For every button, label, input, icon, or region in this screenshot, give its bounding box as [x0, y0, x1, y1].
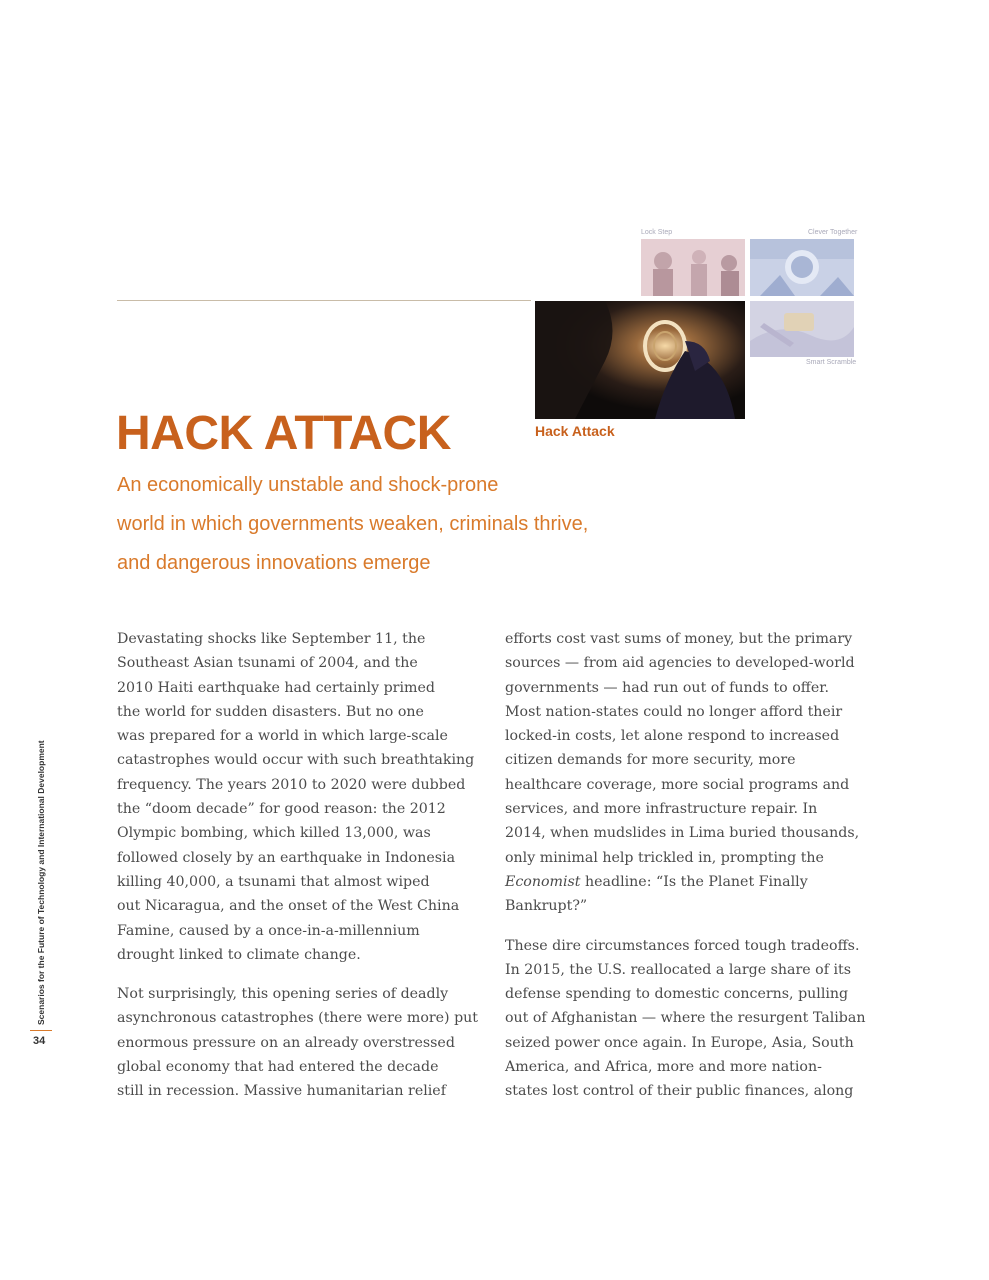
- body-line: Devastating shocks like September 11, the: [117, 631, 426, 647]
- body-line: the world for sudden disasters. But no one: [117, 703, 424, 720]
- body-line: defense spending to domestic concerns, pulling: [505, 986, 849, 1003]
- publication-name: Economist: [505, 873, 581, 890]
- body-line: Famine, caused by a once-in-a-millennium: [117, 922, 420, 939]
- body-line: states lost control of their public finances, along: [505, 1083, 854, 1100]
- body-line: followed closely by an earthquake in Indonesia: [117, 849, 456, 866]
- body-paragraph: [505, 934, 866, 1104]
- body-line: sources — from aid agencies to developed-world: [505, 655, 855, 672]
- body-line: 2010 Haiti earthquake had certainly primed: [117, 679, 435, 696]
- body-paragraph: [117, 627, 475, 967]
- hack-attack-photo: [535, 301, 745, 419]
- body-line: frequency. The years 2010 to 2020 were dubbed: [117, 776, 466, 793]
- body-paragraph: [117, 982, 479, 1103]
- headline-text: headline: “Is the Planet Finally: [580, 873, 808, 890]
- body-line: enormous pressure on an already overstressed: [117, 1034, 455, 1051]
- clever-together-thumbnail: [750, 239, 854, 296]
- body-line: In 2015, the U.S. reallocated a large share of its: [505, 961, 851, 978]
- body-line: was prepared for a world in which large-scale: [117, 728, 448, 745]
- body-line: the “doom decade” for good reason: the 2012: [117, 801, 446, 818]
- body-line: efforts cost vast sums of money, but the primary: [505, 631, 853, 647]
- body-line: 2014, when mudslides in Lima buried thousands,: [505, 825, 860, 842]
- header-rule: [117, 300, 531, 301]
- body-line: Most nation-states could no longer afford their: [505, 703, 843, 720]
- body-line: killing 40,000, a tsunami that almost wiped: [117, 873, 430, 890]
- body-line: out of Afghanistan — where the resurgent Taliban: [505, 1010, 866, 1027]
- body-line: asynchronous catastrophes (there were more) put: [117, 1010, 479, 1027]
- body-line: America, and Africa, more and more nation-: [505, 1059, 822, 1076]
- body-line: seized power once again. In Europe, Asia, South: [505, 1034, 854, 1051]
- subtitle-line: An economically unstable and shock-prone: [117, 474, 499, 496]
- body-line: drought linked to climate change.: [117, 946, 361, 963]
- body-line: [505, 870, 850, 894]
- subtitle-line: and dangerous innovations emerge: [117, 552, 431, 574]
- lock-step-label: Lock Step: [641, 229, 673, 236]
- body-line: only minimal help trickled in, prompting the: [505, 849, 824, 866]
- body-line: citizen demands for more security, more: [505, 752, 796, 769]
- body-column-left: [117, 627, 479, 1119]
- report-title-vertical: Scenarios for the Future of Technology and International Development: [36, 740, 46, 1025]
- scenario-title: HACK ATTACK: [116, 407, 451, 460]
- body-line: services, and more infrastructure repair. In: [505, 801, 818, 818]
- page-number: 34: [33, 1035, 46, 1047]
- body-line: healthcare coverage, more social programs and: [505, 776, 850, 793]
- clever-together-label: Clever Together: [808, 229, 858, 236]
- body-line: global economy that had entered the decade: [117, 1059, 439, 1076]
- body-line: locked-in costs, let alone respond to increased: [505, 728, 840, 745]
- body-line: out Nicaragua, and the onset of the West China: [117, 898, 460, 915]
- body-line: Not surprisingly, this opening series of deadly: [117, 986, 449, 1003]
- scenario-subtitle: [117, 466, 637, 583]
- body-line: Bankrupt?”: [505, 898, 588, 915]
- body-line: governments — had run out of funds to offer.: [505, 679, 829, 696]
- body-column-right: [505, 627, 866, 1119]
- body-line: These dire circumstances forced tough tradeoffs.: [505, 937, 860, 954]
- smart-scramble-label: Smart Scramble: [806, 359, 857, 366]
- body-line: catastrophes would occur with such breathtaking: [117, 752, 475, 769]
- photo-caption: Hack Attack: [535, 423, 615, 439]
- smart-scramble-thumbnail: [750, 301, 854, 357]
- lock-step-thumbnail: [641, 239, 745, 296]
- body-line: Olympic bombing, which killed 13,000, was: [117, 825, 431, 842]
- page-number-rule: [30, 1030, 52, 1031]
- body-paragraph: [505, 627, 860, 919]
- body-line: still in recession. Massive humanitarian relief: [117, 1083, 446, 1100]
- subtitle-line: world in which governments weaken, criminals thrive,: [117, 513, 589, 535]
- body-line: Southeast Asian tsunami of 2004, and the: [117, 655, 418, 672]
